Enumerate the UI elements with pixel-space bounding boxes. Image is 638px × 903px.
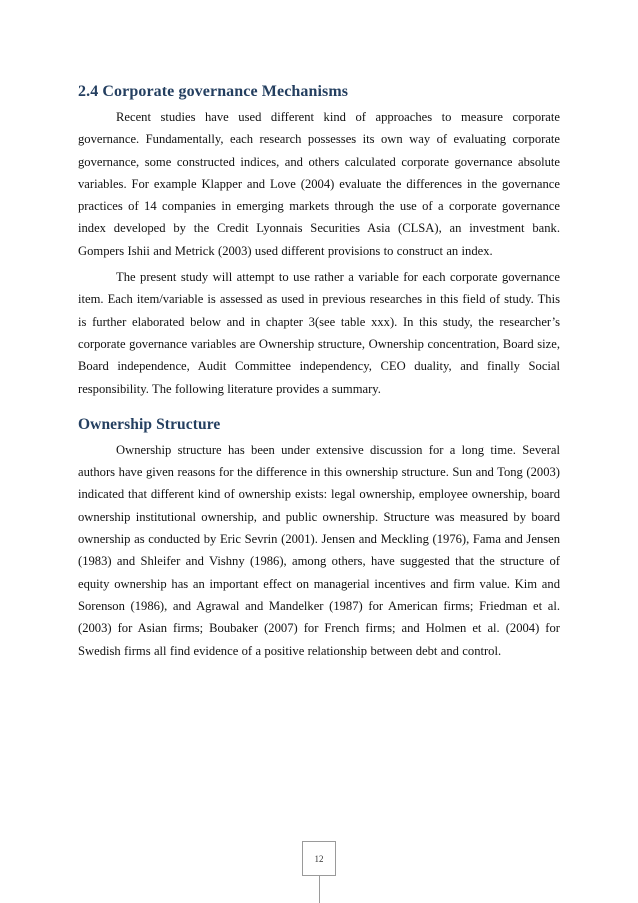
section-title: 2.4 Corporate governance Mechanisms — [78, 83, 349, 100]
paragraph-approaches: Recent studies have used different kind of approaches to measure corporate governance. Fundamentally, each research possesses its own way of evaluating corporate governance, some constructed indices, and others calculated corporate governance absolute variables. For example Klapper and Love (2004) evaluate the differences in the governance practices of 14 companies in emerging markets through the use of a corporate governance index developed by the Credit Lyonnais Securities Asia (CLSA), an investment bank. Gompers Ishii and Metrick (2003) used different provisions to construct an index. — [78, 110, 560, 258]
subsection-title: Ownership Structure — [78, 415, 221, 433]
page-number: 12 — [302, 841, 336, 876]
paragraph-ownership-structure: Ownership structure has been under extensive discussion for a long time. Several authors have given reasons for the difference in this ownership structure. Sun and Tong (2003) indicated that different kind of ownership exists: legal ownership, employee ownership, board ownership institutional ownership, and public ownership. Structure was measured by board ownership as conducted by Eric Sevrin (2001). Jensen and Meckling (1976), Fama and Jensen (1983) and Shleifer and Vishny (1986), among others, have suggested that the structure of equity ownership has an important effect on managerial incentives and firm value. Kim and Sorenson (1986), and Agrawal and Mandelker (1987) for American firms; Friedman et al. (2003) for Asian firms; Boubaker (2007) for French firms; and Holmen et al. (2004) for Swedish firms all find evidence of a positive relationship between debt and control. — [78, 442, 560, 658]
document-page — [78, 82, 560, 662]
paragraph-present-study: The present study will attempt to use rather a variable for each corporate governance item. Each item/variable is assessed as used in previous researches in this field of study. This is further elaborated below and in chapter 3(see table xxx). In this study, the researcher’s corporate governance variables are Ownership structure, Ownership concentration, Board size, Board independence, Audit Committee independency, CEO duality, and finally Social responsibility. The following literature provides a summary. — [78, 270, 560, 396]
footer-divider-line — [319, 876, 320, 903]
